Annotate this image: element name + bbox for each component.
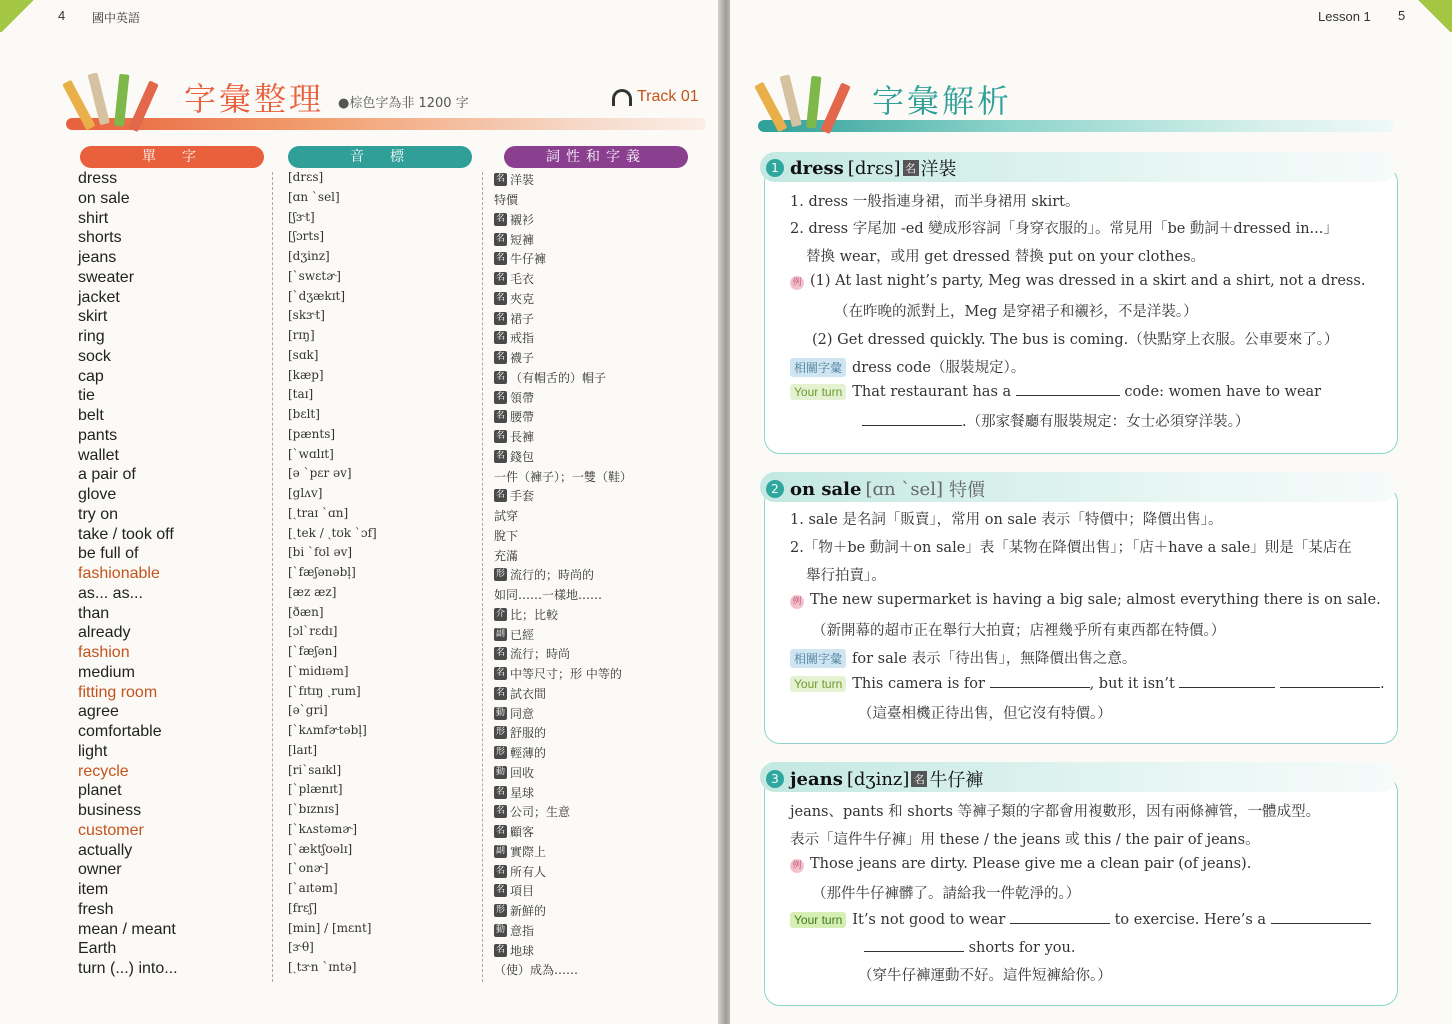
meaning-text: 夾克 <box>510 291 535 306</box>
vocab-phonetic: [ˋaɪtəm] <box>288 881 338 895</box>
vocab-phonetic: [ˏtɝn ˋɪntə] <box>288 960 357 974</box>
related-badge: 相關字彙 <box>790 358 846 377</box>
vocab-meaning <box>494 565 714 585</box>
vocab-meaning <box>494 585 714 605</box>
pos-badge: 形 <box>495 569 505 580</box>
vocab-word: as... as... <box>78 584 143 602</box>
your-turn-line <box>790 384 1321 400</box>
vocab-word: sweater <box>78 268 135 286</box>
vocab-meaning <box>494 229 714 249</box>
pos-badge: 名 <box>495 371 505 382</box>
meaning-text: 實際上 <box>510 844 547 859</box>
vocab-phonetic: [ɝθ] <box>288 940 314 955</box>
vocab-word: medium <box>78 663 135 681</box>
vocab-meaning <box>494 842 714 862</box>
vocab-word: cap <box>78 367 104 385</box>
vocab-phonetic: [ɑn ˋsel] <box>288 189 340 204</box>
meaning-text: 公司；生意 <box>510 805 571 820</box>
meaning-text: 充滿 <box>494 548 519 563</box>
answer-blank[interactable] <box>990 687 1090 688</box>
vocab-word: skirt <box>78 308 108 326</box>
vocab-meaning <box>494 269 714 289</box>
vocab-word: a pair of <box>78 466 136 484</box>
pos-badge: 形 <box>495 905 505 916</box>
meaning-text: （有帽舌的）帽子 <box>510 370 607 385</box>
meaning-text: 裙子 <box>510 311 535 326</box>
meaning-text: 已經 <box>510 627 535 642</box>
running-head: 國中英語 <box>92 11 141 25</box>
your-turn-text: shorts for you. <box>968 940 1076 956</box>
meaning-text: （使）成為…… <box>494 963 579 978</box>
vocab-word: ring <box>78 328 105 345</box>
vocab-meaning <box>494 921 714 941</box>
vocab-meaning <box>494 466 714 486</box>
your-turn-badge: Your turn <box>790 912 846 928</box>
meaning-text: 脫下 <box>494 528 519 543</box>
left-page <box>0 0 722 1024</box>
vocab-meaning <box>494 782 714 802</box>
vocab-word: light <box>78 742 108 760</box>
related-line <box>790 356 1025 377</box>
your-turn-badge: Your turn <box>790 384 846 400</box>
meaning-text: 腰帶 <box>510 410 535 425</box>
pos-badge: 名 <box>495 431 505 442</box>
track-text: Track 01 <box>637 88 699 105</box>
vocab-meaning <box>494 249 714 269</box>
translation-line: （這臺相機正待出售，但它沒有特價。） <box>858 706 1112 722</box>
meaning-text: 襯衫 <box>510 212 535 227</box>
note-line: 舉行拍賣」。 <box>806 568 886 584</box>
vocab-meaning <box>494 170 714 190</box>
vocab-phonetic: [ə ˋpɛr əv] <box>288 466 352 481</box>
vocab-phonetic: [ˋfæʃən] <box>288 644 338 658</box>
vocab-word: fitting room <box>78 683 158 701</box>
vocab-phonetic: [ˋkʌstəmɚ] <box>288 821 357 836</box>
vocab-phonetic: [ˏtraɪ ˋɑn] <box>288 505 349 520</box>
answer-blank[interactable] <box>864 951 964 952</box>
headword-ipa: [drɛs] <box>847 157 901 179</box>
pos-badge: 副 <box>495 628 505 639</box>
meaning-text: 同意 <box>510 706 535 721</box>
related-badge: 相關字彙 <box>790 649 846 668</box>
your-turn-text: , but it isn’t <box>1089 676 1175 692</box>
vocab-word: jacket <box>78 288 120 306</box>
vocab-phonetic: [ˋæktʃʊəlɪ] <box>288 841 353 856</box>
meaning-text: 牛仔褲 <box>510 252 547 267</box>
vocab-meaning <box>494 605 714 625</box>
example-badge: 例 <box>790 859 804 873</box>
meaning-column <box>494 170 714 980</box>
pos-badge: 動 <box>495 766 505 777</box>
your-turn-text: .（那家餐廳有服裝規定：女士必須穿洋裝。） <box>962 414 1250 430</box>
vocab-meaning <box>494 407 714 427</box>
vocab-word: tie <box>78 387 95 405</box>
vocab-word: mean / meant <box>78 920 176 938</box>
meaning-text: 回收 <box>510 765 535 780</box>
vocab-word: planet <box>78 782 122 800</box>
headword-ipa: [dʒinz] <box>846 768 910 790</box>
pos-badge: 名 <box>495 490 505 501</box>
word-column <box>78 170 268 980</box>
headword-meaning: 牛仔褲 <box>929 770 984 791</box>
vocab-word: comfortable <box>78 723 162 740</box>
vocab-phonetic: [ˋbɪznɪs] <box>288 802 339 816</box>
vocab-meaning <box>494 664 714 684</box>
banner-strip <box>66 118 706 130</box>
vocab-word: item <box>78 881 109 898</box>
meaning-text: 新鮮的 <box>510 904 547 919</box>
headword: on sale <box>790 478 862 500</box>
vocab-meaning <box>494 545 714 565</box>
vocab-meaning <box>494 348 714 368</box>
meaning-text: 一件（褲子）；一雙（鞋） <box>494 469 633 484</box>
answer-blank[interactable] <box>1271 923 1371 924</box>
meaning-text: 特價 <box>494 193 519 208</box>
right-page <box>730 0 1452 1024</box>
vocab-meaning <box>494 506 714 526</box>
pos-badge: 名 <box>495 332 505 343</box>
example-badge: 例 <box>790 276 804 290</box>
headword: jeans <box>790 768 843 790</box>
pos-badge: 名 <box>495 885 505 896</box>
headword-meaning: 洋裝 <box>920 159 957 180</box>
vocab-phonetic: [ˋfæʃənəbl̩] <box>288 565 356 579</box>
vocab-meaning <box>494 802 714 822</box>
vocab-banner <box>66 70 706 132</box>
vocab-word: owner <box>78 861 122 879</box>
meaning-text: 錢包 <box>510 449 535 464</box>
note-line: 2.「物＋be 動詞＋on sale」表「某物在降價出售」；「店＋have a sale」則是「某店在 <box>790 540 1352 556</box>
phonetic-column <box>288 170 478 980</box>
vocab-meaning <box>494 901 714 921</box>
pos-badge: 名 <box>495 292 505 303</box>
vocab-word: actually <box>78 841 133 859</box>
translation-line: （穿牛仔褲運動不好。這件短褲給你。） <box>858 968 1112 984</box>
meaning-text: 襪子 <box>510 351 535 366</box>
vocab-meaning <box>494 486 714 506</box>
meaning-text: 洋裝 <box>510 173 535 188</box>
meaning-text: 長褲 <box>510 430 535 445</box>
vocab-phonetic: [dʒinz] <box>288 249 330 263</box>
vocab-word: try on <box>78 505 119 523</box>
pos-badge: 名 <box>495 786 505 797</box>
note-line: 替換 wear，或用 get dressed 替換 put on your clothes。 <box>806 249 1206 265</box>
column-divider <box>482 172 483 982</box>
vocab-phonetic: [æz æz] <box>288 584 337 599</box>
pos-badge: 名 <box>495 450 505 461</box>
your-turn-line <box>864 940 1075 956</box>
vocab-meaning <box>494 644 714 664</box>
vocab-phonetic: [ˋwɑlɪt] <box>288 446 334 461</box>
page-number: 4 <box>58 8 66 23</box>
note-line: jeans、pants 和 shorts 等褲子類的字都會用複數形，因有兩條褲管，一體成型。 <box>790 804 1321 820</box>
vocab-word: dress <box>78 170 118 187</box>
vocab-word: pants <box>78 426 118 444</box>
your-turn-line <box>862 410 1249 431</box>
meaning-text: 短褲 <box>510 232 535 247</box>
banner-title: 字彙解析 <box>872 82 1013 120</box>
column-divider <box>272 172 273 982</box>
vocab-meaning <box>494 190 714 210</box>
meaning-text: 意指 <box>510 923 535 938</box>
related-text: for sale 表示「待出售」，無降價出售之意。 <box>852 651 1137 667</box>
analysis-banner <box>758 72 1394 134</box>
example-text: The new supermarket is having a big sale; almost everything there is on sale. <box>810 592 1381 608</box>
vocab-phonetic: [laɪt] <box>288 742 318 757</box>
pos-badge: 名 <box>495 233 505 244</box>
vocab-phonetic: [bɛlt] <box>288 407 320 421</box>
your-turn-line: Your turn This camera is for , but it isn’t . <box>790 676 1385 692</box>
meaning-text: 輕薄的 <box>510 746 547 761</box>
vocab-phonetic: [pænts] <box>288 426 336 441</box>
vocab-phonetic: [drɛs] <box>288 170 324 184</box>
vocab-phonetic: [ʃɔrts] <box>288 229 325 244</box>
example-line <box>790 856 1251 873</box>
vocab-phonetic: [rɪŋ] <box>288 328 315 342</box>
vocab-phonetic: [ʃɝt] <box>288 209 315 224</box>
note-line: 2. dress 字尾加 -ed 變成形容詞「身穿衣服的」。常見用「be 動詞＋dressed in...」 <box>790 221 1338 237</box>
track-label[interactable] <box>612 88 699 106</box>
vocab-word: be full of <box>78 545 139 563</box>
example-line <box>790 273 1365 290</box>
vocab-meaning <box>494 289 714 309</box>
entry-head-jeans <box>766 766 983 792</box>
vocab-phonetic: [riˋsaɪkl] <box>288 762 342 777</box>
vocab-phonetic: [taɪ] <box>288 387 314 402</box>
related-line <box>790 647 1136 668</box>
vocab-meaning <box>494 960 714 980</box>
vocab-meaning <box>494 703 714 723</box>
vocab-meaning <box>494 881 714 901</box>
translation-line: （在昨晚的派對上，Meg 是穿裙子和襯衫，不是洋裝。） <box>834 304 1198 320</box>
answer-blank[interactable] <box>1016 395 1120 396</box>
vocab-phonetic: [ɔlˋrɛdɪ] <box>288 624 338 639</box>
vocab-phonetic: [əˋgri] <box>288 703 328 718</box>
note-line: 1. dress 一般指連身裙，而半身裙用 skirt。 <box>790 194 1080 210</box>
pos-badge: 名 <box>495 411 505 422</box>
pos-badge: 名 <box>495 253 505 264</box>
corner-tab <box>0 0 36 32</box>
entry-head-dress <box>766 155 957 181</box>
vocab-phonetic: [bi ˋfʊl əv] <box>288 545 353 560</box>
meaning-text: 毛衣 <box>510 272 535 287</box>
pos-badge: 名 <box>495 312 505 323</box>
pos-badge: 名 <box>903 160 919 176</box>
answer-blank[interactable] <box>1179 687 1275 688</box>
meaning-text: 領帶 <box>510 390 535 405</box>
related-text: dress code（服裝規定）。 <box>852 360 1026 376</box>
example-badge: 例 <box>790 595 804 609</box>
vocab-phonetic: [ˏtek / ˏtʊk ˋɔf] <box>288 525 377 540</box>
vocab-meaning <box>494 427 714 447</box>
your-turn-text: It’s not good to wear <box>852 912 1006 928</box>
meaning-text: 流行；時尚 <box>510 647 571 662</box>
vocab-word: recycle <box>78 762 129 780</box>
meaning-text: 如同……一樣地…… <box>494 588 603 603</box>
meaning-text: 手套 <box>510 489 535 504</box>
vocab-phonetic: [sɑk] <box>288 347 319 362</box>
headword: dress <box>790 157 844 179</box>
meaning-text: 所有人 <box>510 864 547 879</box>
vocab-meaning <box>494 822 714 842</box>
your-turn-text: That restaurant has a <box>852 384 1012 400</box>
pos-badge: 形 <box>495 747 505 758</box>
pos-badge: 名 <box>495 273 505 284</box>
your-turn-badge: Your turn <box>790 676 846 692</box>
vocab-meaning <box>494 387 714 407</box>
pos-badge: 名 <box>495 352 505 363</box>
vocab-word: Earth <box>78 940 117 958</box>
pos-badge: 介 <box>495 608 505 619</box>
vocab-phonetic: [ðæn] <box>288 604 324 619</box>
meaning-text: 比；比較 <box>510 607 559 622</box>
vocab-word: business <box>78 802 142 819</box>
meaning-text: 戒指 <box>510 331 535 346</box>
vocab-meaning <box>494 624 714 644</box>
vocab-meaning <box>494 210 714 230</box>
vocab-phonetic: [kæp] <box>288 367 324 382</box>
vocab-phonetic: [glʌv] <box>288 486 323 500</box>
pos-badge: 名 <box>495 391 505 402</box>
vocab-word: shirt <box>78 209 109 227</box>
banner-title: 字彙整理 <box>184 80 325 118</box>
vocab-meaning <box>494 861 714 881</box>
vocab-phonetic: [ˋdʒækɪt] <box>288 288 346 303</box>
page-number: 5 <box>1398 8 1406 23</box>
answer-blank[interactable] <box>1010 923 1110 924</box>
banner-note: ●棕色字為非 1200 字 <box>338 96 469 111</box>
entry-number: 2 <box>766 480 784 498</box>
vocab-meaning <box>494 723 714 743</box>
meaning-text: 中等尺寸；形 中等的 <box>510 667 622 682</box>
column-head-phonetic: 音 標 <box>288 146 472 168</box>
vocab-word: belt <box>78 407 104 424</box>
vocab-word: sock <box>78 347 111 365</box>
vocab-word: jeans <box>78 249 117 266</box>
pos-badge: 名 <box>495 687 505 698</box>
vocab-word: glove <box>78 486 117 503</box>
note-line: 1. sale 是名詞「販賣」，常用 on sale 表示「特價中；降價出售」。 <box>790 512 1223 528</box>
vocab-meaning <box>494 743 714 763</box>
vocab-meaning <box>494 684 714 704</box>
vocab-word: turn (...) into... <box>78 960 178 977</box>
vocab-phonetic: [min] / [mɛnt] <box>288 920 372 935</box>
vocab-phonetic: [frɛʃ] <box>288 900 318 915</box>
vocab-word: customer <box>78 821 144 839</box>
meaning-text: 顧客 <box>510 825 535 840</box>
your-turn-line <box>790 912 1371 928</box>
meaning-text: 項目 <box>510 884 535 899</box>
headword-ipa: [ɑn ˋsel] <box>865 478 943 500</box>
meaning-text: 試衣間 <box>510 686 547 701</box>
banner-strip <box>758 120 1394 132</box>
pos-badge: 名 <box>495 806 505 817</box>
vocab-meaning <box>494 940 714 960</box>
vocab-meaning <box>494 308 714 328</box>
vocab-phonetic: [ˋplænɪt] <box>288 782 343 797</box>
entry-number: 1 <box>766 159 784 177</box>
note-line: 表示「這件牛仔褲」用 these / the jeans 或 this / the pair of jeans。 <box>790 832 1260 848</box>
vocab-meaning <box>494 368 714 388</box>
meaning-text: 舒服的 <box>510 726 547 741</box>
pos-badge: 動 <box>495 924 505 935</box>
headphones-icon <box>612 89 632 106</box>
pos-badge: 副 <box>495 845 505 856</box>
corner-tab <box>1416 0 1452 32</box>
pos-badge: 名 <box>495 944 505 955</box>
vocab-word: shorts <box>78 229 122 247</box>
vocab-meaning <box>494 526 714 546</box>
example-text: Those jeans are dirty. Please give me a clean pair (of jeans). <box>810 856 1252 872</box>
your-turn-text: This camera is for <box>852 676 985 692</box>
answer-blank[interactable] <box>1280 687 1380 688</box>
column-head-word: 單 字 <box>80 146 264 168</box>
vocab-word: than <box>78 604 110 622</box>
pos-badge: 名 <box>495 826 505 837</box>
vocab-meaning <box>494 763 714 783</box>
vocab-word: already <box>78 624 131 642</box>
pos-badge: 名 <box>495 865 505 876</box>
vocab-phonetic: [ˋswɛtɚ] <box>288 268 341 283</box>
vocab-meaning <box>494 447 714 467</box>
pos-badge: 名 <box>495 648 505 659</box>
pos-badge: 名 <box>495 174 505 185</box>
vocab-word: wallet <box>78 446 119 464</box>
meaning-text: 試穿 <box>494 509 519 524</box>
vocab-word: fashion <box>78 644 130 661</box>
vocab-word: on sale <box>78 189 130 207</box>
meaning-text: 地球 <box>510 943 535 958</box>
vocab-phonetic: [ˋkʌmfɚtəbl̩] <box>288 723 367 737</box>
meaning-text: 流行的；時尚的 <box>510 568 595 583</box>
your-turn-text: to exercise. Here’s a <box>1114 912 1267 928</box>
example-line: (2) Get dressed quickly. The bus is coming.（快點穿上衣服。公車要來了。） <box>812 332 1339 348</box>
pos-badge: 名 <box>495 668 505 679</box>
meaning-text: 星球 <box>510 785 535 800</box>
pos-badge: 形 <box>495 727 505 738</box>
example-line <box>790 592 1381 609</box>
vocab-word: fresh <box>78 900 114 918</box>
vocab-phonetic: [skɝt] <box>288 308 325 323</box>
column-head-meaning: 詞性和字義 <box>504 146 688 168</box>
pos-badge: 名 <box>911 771 927 787</box>
translation-line: （那件牛仔褲髒了。請給我一件乾淨的。） <box>812 886 1081 902</box>
vocab-word: agree <box>78 703 119 721</box>
vocab-phonetic: [ˋmidɪəm] <box>288 663 349 678</box>
vocab-phonetic: [ˋfɪtɪŋ ˏrum] <box>288 683 361 698</box>
running-head: Lesson 1 <box>1318 9 1371 24</box>
pos-badge: 名 <box>495 213 505 224</box>
headword-meaning: 特價 <box>948 480 985 501</box>
entry-head-on-sale <box>766 476 985 502</box>
answer-blank[interactable] <box>862 425 962 426</box>
translation-line: （新開幕的超市正在舉行大拍賣；店裡幾乎所有東西都在特價。） <box>812 623 1226 639</box>
vocab-meaning <box>494 328 714 348</box>
example-text: (1) At last night’s party, Meg was dressed in a skirt and a shirt, not a dress. <box>810 273 1366 289</box>
pos-badge: 動 <box>495 707 505 718</box>
vocab-word: take / took off <box>78 525 174 543</box>
entry-number: 3 <box>766 770 784 788</box>
your-turn-text: code: women have to wear <box>1124 384 1322 400</box>
vocab-word: fashionable <box>78 565 160 582</box>
vocab-phonetic: [ˋonɚ] <box>288 861 329 876</box>
